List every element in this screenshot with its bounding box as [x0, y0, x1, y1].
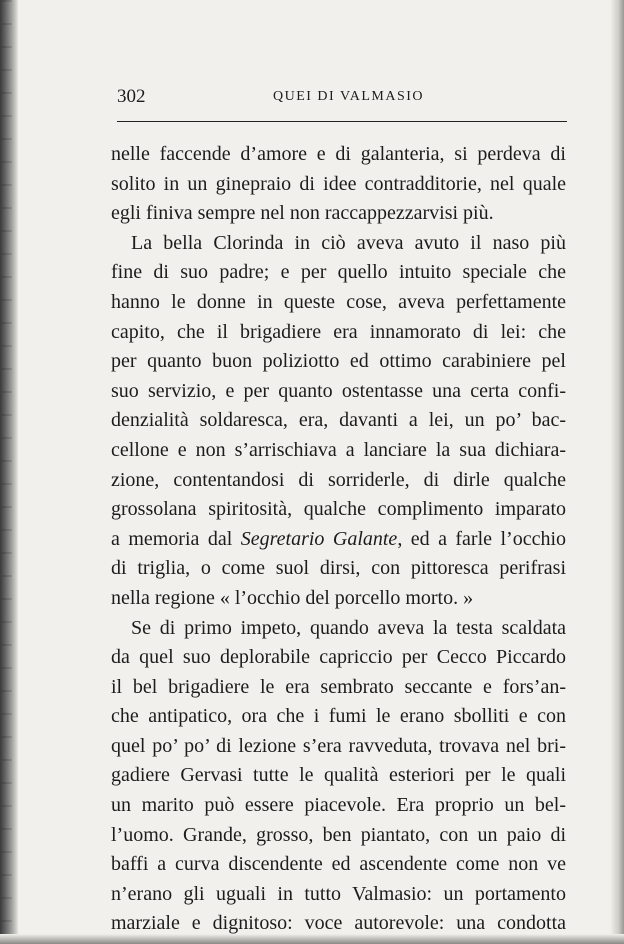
text-line: che antipatico, ora che i fumi le erano sbolliti e con	[111, 705, 566, 728]
text-line: nelle faccende d’amore e di galanteria, si perdeva di	[111, 143, 566, 165]
text-line: marziale e dignitoso: voce autorevole: una condotta	[111, 912, 566, 935]
header-rule	[117, 121, 567, 122]
book-title-italic: Segretario Galante	[240, 527, 398, 550]
page-right-edge	[610, 0, 624, 944]
text-line: gadiere Gervasi tutte le qualità esteriori per le quali	[111, 764, 566, 787]
paragraph	[111, 614, 566, 940]
text-line: hanno le donne in queste cose, aveva perfettamente	[111, 290, 566, 313]
page-header	[117, 86, 567, 114]
text-line: baffi a curva discendente ed ascendente come non ve	[111, 853, 566, 876]
text-line: quel po’ po’ di lezione s’era ravveduta, trovava nel bri-	[111, 734, 566, 757]
text-line: egli finiva sempre nel non raccappezzarvisi più.	[111, 202, 494, 225]
paragraph	[111, 229, 566, 614]
text-line: denzialità soldaresca, era, davanti a lei, un po’ bac-	[111, 409, 566, 432]
running-title: QUEI DI VALMASIO	[273, 89, 425, 104]
text-line: a memoria dal Segretario Galante, ed a farle l’occhio	[111, 527, 566, 550]
text-line: per quanto buon poliziotto ed ottimo carabiniere pel	[111, 350, 566, 373]
text-line: capito, che il brigadiere era innamorato di lei: che	[111, 320, 566, 343]
text-line: suo servizio, e per quanto ostentasse una certa confi-	[111, 379, 566, 402]
binding-shadow	[2, 0, 12, 944]
text-line: da quel suo deplorabile capriccio per Cecco Piccardo	[111, 646, 566, 669]
text-line: n’erano gli uguali in tutto Valmasio: un portamento	[111, 882, 566, 905]
text-line: nella regione « l’occhio del porcello morto. »	[111, 586, 474, 609]
text-line: La bella Clorinda in ciò aveva avuto il naso più	[131, 231, 566, 254]
body-text	[111, 140, 566, 939]
page-number: 302	[117, 86, 146, 107]
text-line: il bel brigadiere le era sembrato seccante e fors’an-	[111, 675, 566, 698]
text-line: solito in un ginepraio di idee contradditorie, nel quale	[111, 172, 566, 195]
paragraph	[111, 140, 566, 229]
text-line: fine di suo padre; e per quello intuito speciale che	[111, 261, 566, 284]
text-line: grossolana spiritosità, qualche complimento imparato	[111, 498, 566, 521]
text-line: cellone e non s’arrischiava a lanciare la sua dichiara-	[111, 438, 566, 461]
text-line: zione, contentandosi di sorriderle, di dirle qualche	[111, 468, 566, 491]
text-line: l’uomo. Grande, grosso, ben piantato, con un paio di	[111, 823, 566, 846]
text-line: Se di primo impeto, quando aveva la testa scaldata	[131, 616, 566, 639]
text-line: di triglia, o come suol dirsi, con pittoresca perifrasi	[111, 557, 566, 580]
text-line: un marito può essere piacevole. Era proprio un bel-	[111, 794, 566, 817]
